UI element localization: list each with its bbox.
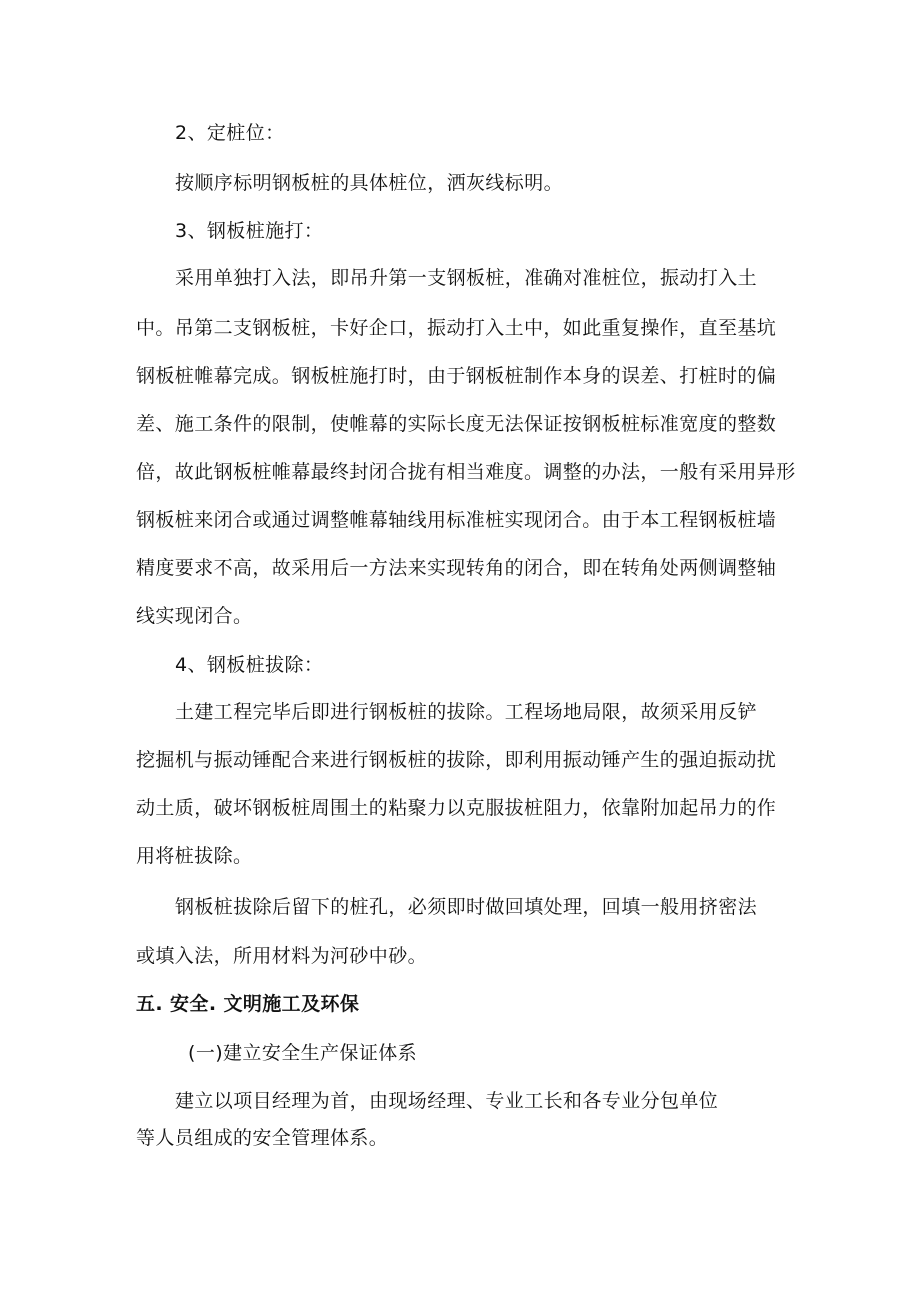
paragraph-line: 等人员组成的安全管理体系。 — [136, 1127, 389, 1149]
paragraph-line: 动土质，破坏钢板桩周围土的粘聚力以克服拔桩阻力，依靠附加起吊力的作 — [136, 797, 777, 819]
section-heading-safety: 五. 安全. 文明施工及环保 — [136, 993, 360, 1015]
paragraph-line: 钢板桩拔除后留下的桩孔，必须即时做回填处理，回填一般用挤密法 — [175, 896, 758, 918]
paragraph-line: 中。吊第二支钢板桩，卡好企口，振动打入土中，如此重复操作，直至基坑 — [136, 317, 777, 339]
heading-sheet-pile-driving: 3、钢板桩施打： — [175, 220, 324, 242]
paragraph-line: 土建工程完毕后即进行钢板桩的拔除。工程场地局限，故须采用反铲 — [175, 701, 758, 723]
paragraph-line: 倍，故此钢板桩帷幕最终封闭合拢有相当难度。调整的办法，一般有采用异形 — [136, 461, 796, 483]
paragraph-line: 精度要求不高，故采用后一方法来实现转角的闭合，即在转角处两侧调整轴 — [136, 557, 777, 579]
subsection-heading-safety-system: (一)建立安全生产保证体系 — [188, 1042, 418, 1064]
paragraph-line: 挖掘机与振动锤配合来进行钢板桩的拔除，即利用振动锤产生的强迫振动扰 — [136, 749, 777, 771]
paragraph-line: 用将桩拔除。 — [136, 845, 253, 867]
paragraph-fix-pile-position: 按顺序标明钢板桩的具体桩位，洒灰线标明。 — [175, 172, 564, 194]
paragraph-line: 建立以项目经理为首，由现场经理、专业工长和各专业分包单位 — [175, 1090, 719, 1112]
heading-sheet-pile-removal: 4、钢板桩拔除： — [175, 654, 324, 676]
heading-fix-pile-position: 2、定桩位： — [175, 122, 285, 144]
paragraph-line: 钢板桩来闭合或通过调整帷幕轴线用标准桩实现闭合。由于本工程钢板桩墙 — [136, 509, 777, 531]
paragraph-line: 钢板桩帷幕完成。钢板桩施打时，由于钢板桩制作本身的误差、打桩时的偏 — [136, 365, 777, 387]
paragraph-line: 线实现闭合。 — [136, 605, 253, 627]
paragraph-line: 差、施工条件的限制，使帷幕的实际长度无法保证按钢板桩标准宽度的整数 — [136, 413, 777, 435]
paragraph-line: 或填入法，所用材料为河砂中砂。 — [136, 945, 428, 967]
paragraph-line: 采用单独打入法，即吊升第一支钢板桩，准确对准桩位，振动打入土 — [175, 267, 758, 289]
